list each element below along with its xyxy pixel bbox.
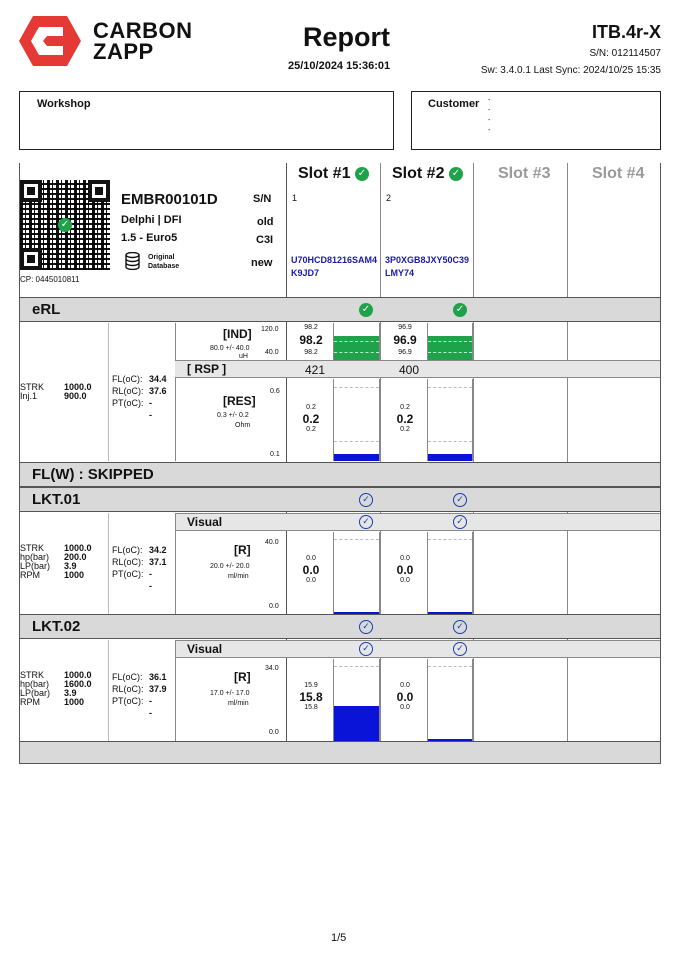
lkt01-s1-main: 0.0 [302,563,320,577]
lkt01-band [20,487,660,512]
lkt01-r-label: [R] [234,543,251,557]
lkt02-visual-label: Visual [187,642,223,656]
lkt02-min: 0.0 [269,729,279,736]
footer-band [20,741,660,764]
new-label: new [251,257,273,269]
ind-s1-bot: 98.2 [304,349,318,356]
brand-logo [19,16,81,66]
lkt02-s2-main: 0.0 [396,690,414,704]
sn-label: S/N [253,193,272,205]
erl-slot-2-check-icon: ✓ [453,303,467,317]
erl-slot-1-check-icon: ✓ [359,303,373,317]
old-label: old [257,216,274,228]
lkt02-s1-top: 15.9 [304,682,318,689]
rsp-slot-1: 421 [305,363,326,377]
page-title: Report [303,22,390,52]
ind-s2-gauge [427,323,473,360]
lkt01-visual-band [175,513,660,531]
slot-2-header: Slot #2 ✓ [392,165,463,183]
customer-label: Customer [428,98,480,110]
ind-s2-top: 96.9 [398,324,412,331]
rsp-label: [ RSP ] [187,362,227,376]
res-s1-gauge [333,379,380,461]
erl-band [20,297,660,322]
lkt02-s1-gauge [333,659,380,741]
res-label: [RES] [223,394,256,408]
flw-band [20,462,660,487]
slot-3-header: Slot #3 [498,165,551,182]
workshop-label: Workshop [37,98,91,110]
res-s2-top: 0.2 [400,404,410,411]
database-label: Original Database [148,254,180,270]
flw-title: FL(W) : SKIPPED [32,466,154,483]
rsp-slot-2: 400 [399,363,420,377]
res-min: 0.1 [270,451,280,458]
lkt02-r-spec: 17.0 +/- 17.0 [210,690,250,697]
res-max: 0.6 [270,388,280,395]
customer-lines: - - - - [488,97,491,134]
c3i-label: C3I [256,234,274,246]
lkt02-s1-main: 15.8 [299,690,323,704]
lkt01-visual-s2-check-icon: ✓ [453,515,467,529]
lkt02-band [20,614,660,639]
ind-spec: 80.0 +/- 40.0 [210,345,250,352]
ind-s1-gauge [333,323,380,360]
erl-params: STRK 1000.0 Inj.1 900.0 [20,382,92,401]
lkt02-temps: FL(oC): 36.1 RL(oC): 37.9 PT(oC): -- [112,672,167,718]
ind-s2-bot: 96.9 [398,349,412,356]
res-s1-main: 0.2 [302,412,320,426]
qr-check-icon: ✓ [58,218,72,232]
lkt01-s2-top: 0.0 [400,555,410,562]
lkt01-slot-2-check-icon: ✓ [453,493,467,507]
lkt01-max: 40.0 [265,539,279,546]
ind-s2-main: 96.9 [393,333,417,347]
ind-label: [IND] [223,327,252,341]
customer-box [411,91,661,150]
lkt01-params: STRK 1000.0 hp(bar) 200.0 LP(bar) 3.9 RPM 1000 [20,543,92,580]
ind-unit: uH [239,353,248,360]
lkt02-slot-1-check-icon: ✓ [359,620,373,634]
lkt01-min: 0.0 [269,603,279,610]
cp-code: CP: 0445010811 [20,275,80,284]
lkt02-params: STRK 1000.0 hp(bar) 1600.0 LP(bar) 3.9 RPM 1000 [20,670,92,707]
lkt02-r-label: [R] [234,670,251,684]
lkt01-s1-gauge [333,532,380,614]
brand-name [93,20,193,62]
injector-code: EMBR00101D [121,191,218,208]
results-table [19,163,661,764]
erl-title: eRL [32,301,61,318]
lkt02-s1-bot: 15.8 [304,704,318,711]
brand-line1: CARBON [93,18,193,43]
lkt01-s1-bot: 0.0 [306,577,316,584]
brand-line2: ZAPP [93,39,154,64]
lkt01-s2-main: 0.0 [396,563,414,577]
device-name: ITB.4r-X [591,22,661,42]
lkt01-visual-label: Visual [187,515,223,529]
erl-temps: FL(oC): 34.4 RL(oC): 37.6 PT(oC): -- [112,374,167,420]
lkt02-title: LKT.02 [32,618,81,635]
lkt01-r-unit: ml/min [228,573,249,580]
lkt01-s1-top: 0.0 [306,555,316,562]
lkt01-s2-bot: 0.0 [400,577,410,584]
ind-min: 40.0 [265,349,279,356]
device-serial: S/N: 012114507 [589,48,661,59]
slot-4-header: Slot #4 [592,165,645,182]
software-version: Sw: 3.4.0.1 Last Sync: 2024/10/25 15:35 [480,65,661,76]
lkt01-title: LKT.01 [32,491,81,508]
lkt01-s2-gauge [427,532,473,614]
lkt01-slot-1-check-icon: ✓ [359,493,373,507]
lkt02-r-unit: ml/min [228,700,249,707]
res-s1-top: 0.2 [306,404,316,411]
workshop-box [19,91,394,150]
res-s1-bot: 0.2 [306,426,316,433]
res-s2-main: 0.2 [396,412,414,426]
lkt01-r-spec: 20.0 +/- 20.0 [210,563,250,570]
report-datetime: 25/10/2024 15:36:01 [288,60,391,72]
lkt01-temps: FL(oC): 34.2 RL(oC): 37.1 PT(oC): -- [112,545,167,591]
res-unit: Ohm [235,422,251,429]
qr-code [20,180,110,270]
slot-2-check-icon: ✓ [449,167,463,181]
injector-engine: 1.5 - Euro5 [121,232,178,244]
lkt02-visual-band [175,640,660,658]
res-s2-gauge [427,379,473,461]
page-number: 1/5 [331,932,347,944]
injector-brand: Delphi | DFI [121,214,182,226]
lkt02-s2-bot: 0.0 [400,704,410,711]
lkt02-s2-gauge [427,659,473,741]
res-s2-bot: 0.2 [400,426,410,433]
slot-1-code: U70HCD81216SAM4 K9JD7 [291,255,378,278]
lkt02-slot-2-check-icon: ✓ [453,620,467,634]
slot-2-code: 3P0XGB8JXY50C39 LMY74 [385,255,470,278]
slot-1-header: Slot #1 ✓ [298,165,369,183]
slot-2-index: 2 [386,193,392,203]
lkt02-s2-top: 0.0 [400,682,410,689]
lkt02-visual-s2-check-icon: ✓ [453,642,467,656]
lkt02-visual-s1-check-icon: ✓ [359,642,373,656]
slot-1-index: 1 [292,193,298,203]
lkt02-max: 34.0 [265,665,279,672]
res-spec: 0.3 +/- 0.2 [217,412,249,419]
ind-max: 120.0 [261,326,279,333]
ind-s1-main: 98.2 [299,333,323,347]
ind-s1-top: 98.2 [304,324,318,331]
database-icon [125,252,140,275]
slot-1-check-icon: ✓ [355,167,369,181]
lkt01-visual-s1-check-icon: ✓ [359,515,373,529]
